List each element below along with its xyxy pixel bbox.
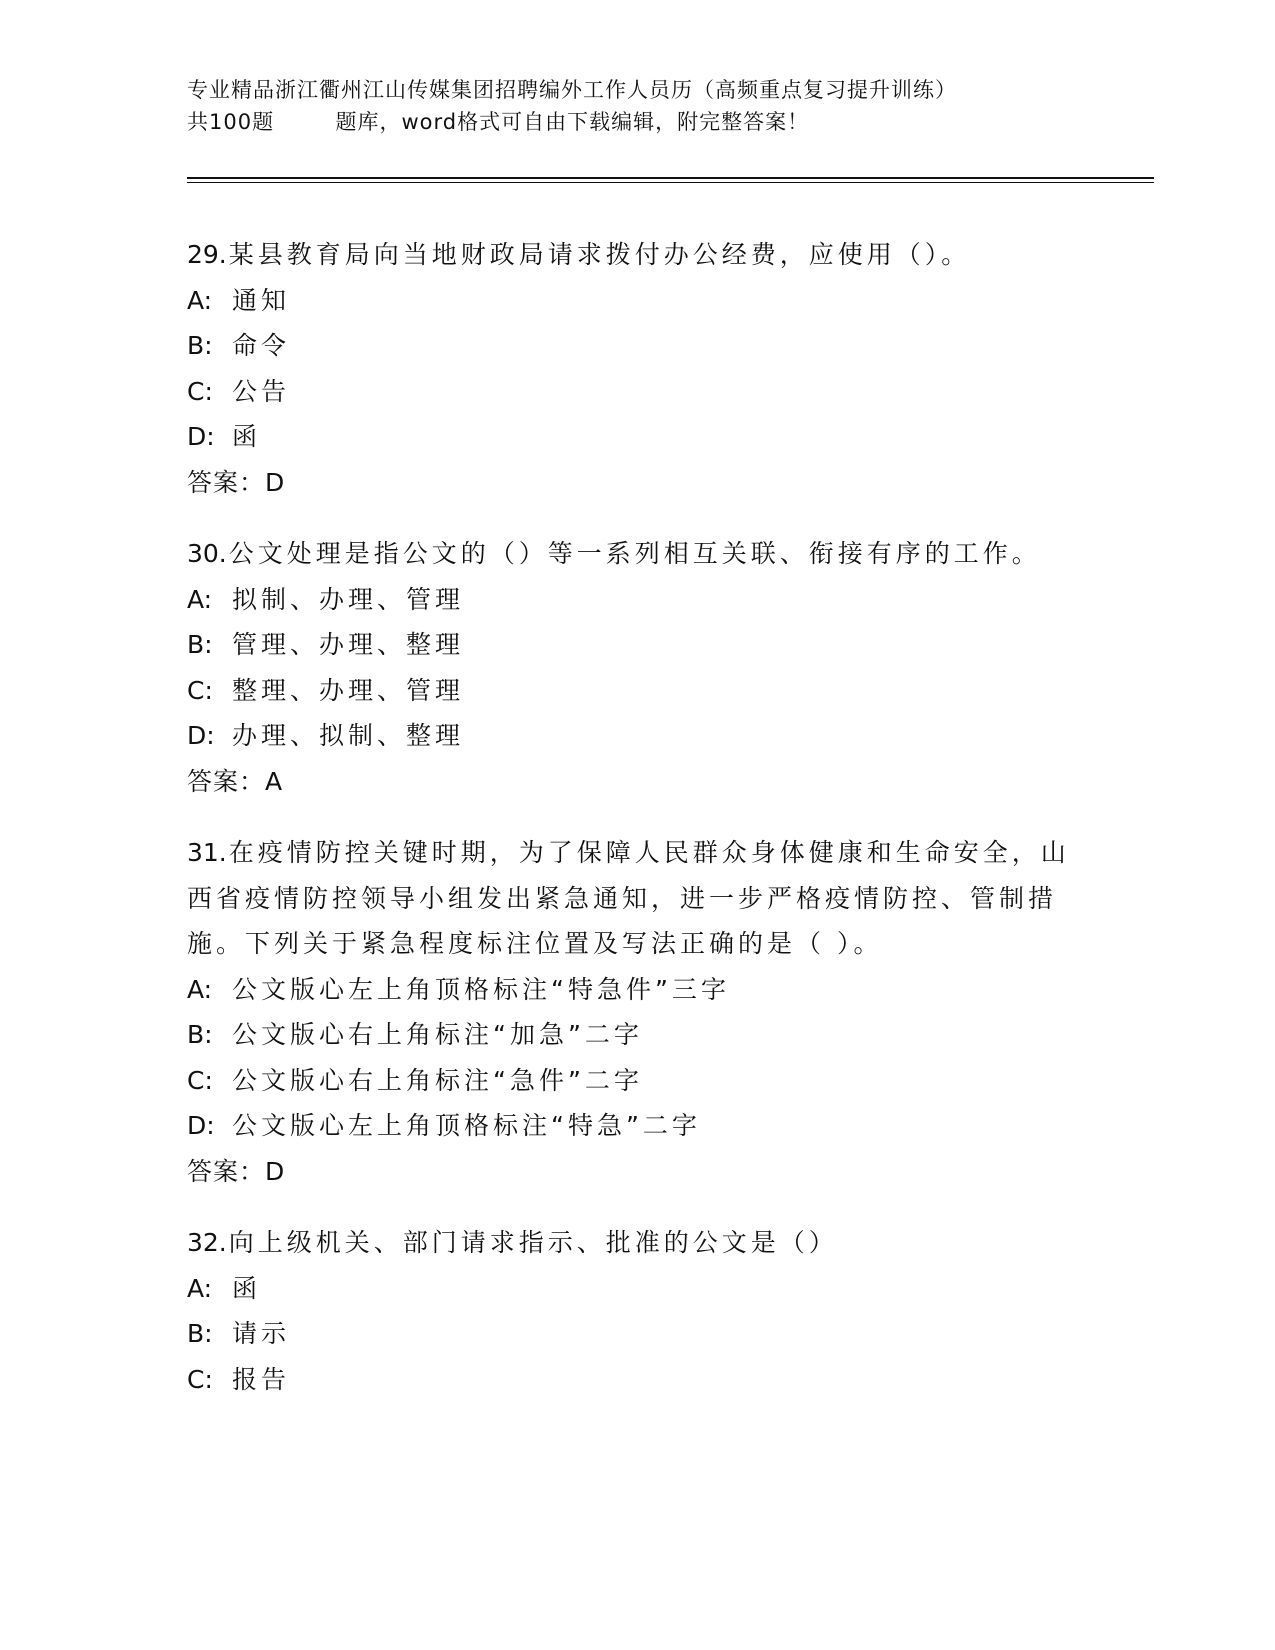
option-key: C: [187, 675, 213, 705]
question-30 [187, 531, 1087, 804]
question-number: 31. [187, 838, 227, 867]
option-text: 函 [232, 422, 262, 451]
header-divider-thick [187, 177, 1154, 179]
option-d [187, 713, 1087, 759]
option-d [187, 414, 1087, 460]
option-text: 报告 [232, 1364, 291, 1394]
option-key: D: [187, 1111, 215, 1140]
option-text: 函 [232, 1273, 262, 1303]
option-key: A: [187, 1273, 213, 1303]
answer-line: 答案：D [187, 1156, 286, 1186]
option-key: C: [187, 376, 213, 406]
option-text: 公告 [232, 376, 291, 406]
option-key: C: [187, 1065, 213, 1095]
option-a [187, 967, 1087, 1013]
question-text: 在疫情防控关键时期，为了保障人民群众身体健康和生命安全，山西省疫情防控领导小组发出紧急通知，进一步严格疫情防控、管制措施。下列关于紧急程度标注位置及写法正确的是（ ）。 [187, 838, 1070, 958]
option-text: 命令 [232, 331, 291, 360]
option-b [187, 622, 1087, 668]
option-c [187, 369, 1087, 415]
option-key: A: [187, 584, 213, 614]
header-divider-thin [187, 182, 1154, 183]
option-a [187, 577, 1087, 623]
answer-line: 答案：D [187, 467, 286, 497]
header-subtitle: 共100题 题库，word格式可自由下载编辑，附完整答案！ [187, 110, 810, 134]
option-text: 公文版心左上角顶格标注“特急件”三字 [232, 974, 730, 1004]
option-text: 公文版心右上角标注“急件”二字 [232, 1065, 643, 1095]
question-29 [187, 232, 1087, 505]
option-b [187, 1012, 1087, 1058]
option-b [187, 1311, 1087, 1357]
option-c [187, 1058, 1087, 1104]
option-text: 办理、拟制、整理 [232, 721, 465, 750]
question-stem [187, 232, 1087, 278]
option-text: 整理、办理、管理 [232, 675, 465, 705]
option-text: 通知 [232, 285, 291, 315]
option-key: A: [187, 974, 213, 1004]
answer-line: 答案：A [187, 766, 284, 796]
question-list [187, 232, 1087, 1428]
option-text: 管理、办理、整理 [232, 630, 465, 659]
option-key: C: [187, 1364, 213, 1394]
option-c [187, 668, 1087, 714]
option-key: A: [187, 285, 213, 315]
option-text: 拟制、办理、管理 [232, 584, 465, 614]
option-a [187, 1266, 1087, 1312]
option-text: 公文版心左上角顶格标注“特急”二字 [232, 1111, 701, 1140]
option-key: B: [187, 1319, 213, 1348]
question-text: 公文处理是指公文的（）等一系列相互关联、衔接有序的工作。 [228, 539, 1041, 568]
option-key: B: [187, 1020, 213, 1049]
question-32 [187, 1220, 1087, 1402]
question-text: 某县教育局向当地财政局请求拨付办公经费，应使用（）。 [228, 240, 971, 269]
question-number: 30. [187, 539, 227, 568]
option-text: 请示 [232, 1319, 291, 1348]
option-key: D: [187, 721, 215, 750]
option-c [187, 1357, 1087, 1403]
header-title: 专业精品浙江衢州江山传媒集团招聘编外工作人员历（高频重点复习提升训练） [187, 78, 957, 102]
option-text: 公文版心右上角标注“加急”二字 [232, 1020, 643, 1049]
option-b [187, 323, 1087, 369]
question-number: 29. [187, 240, 227, 269]
document-header [187, 74, 1087, 138]
option-key: D: [187, 422, 215, 451]
question-31 [187, 830, 1087, 1194]
question-text: 向上级机关、部门请求指示、批准的公文是（） [228, 1228, 838, 1257]
question-stem [187, 830, 1087, 967]
option-key: B: [187, 331, 213, 360]
option-d [187, 1103, 1087, 1149]
option-key: B: [187, 630, 213, 659]
option-a [187, 278, 1087, 324]
question-number: 32. [187, 1228, 227, 1257]
question-stem [187, 1220, 1087, 1266]
question-stem [187, 531, 1087, 577]
